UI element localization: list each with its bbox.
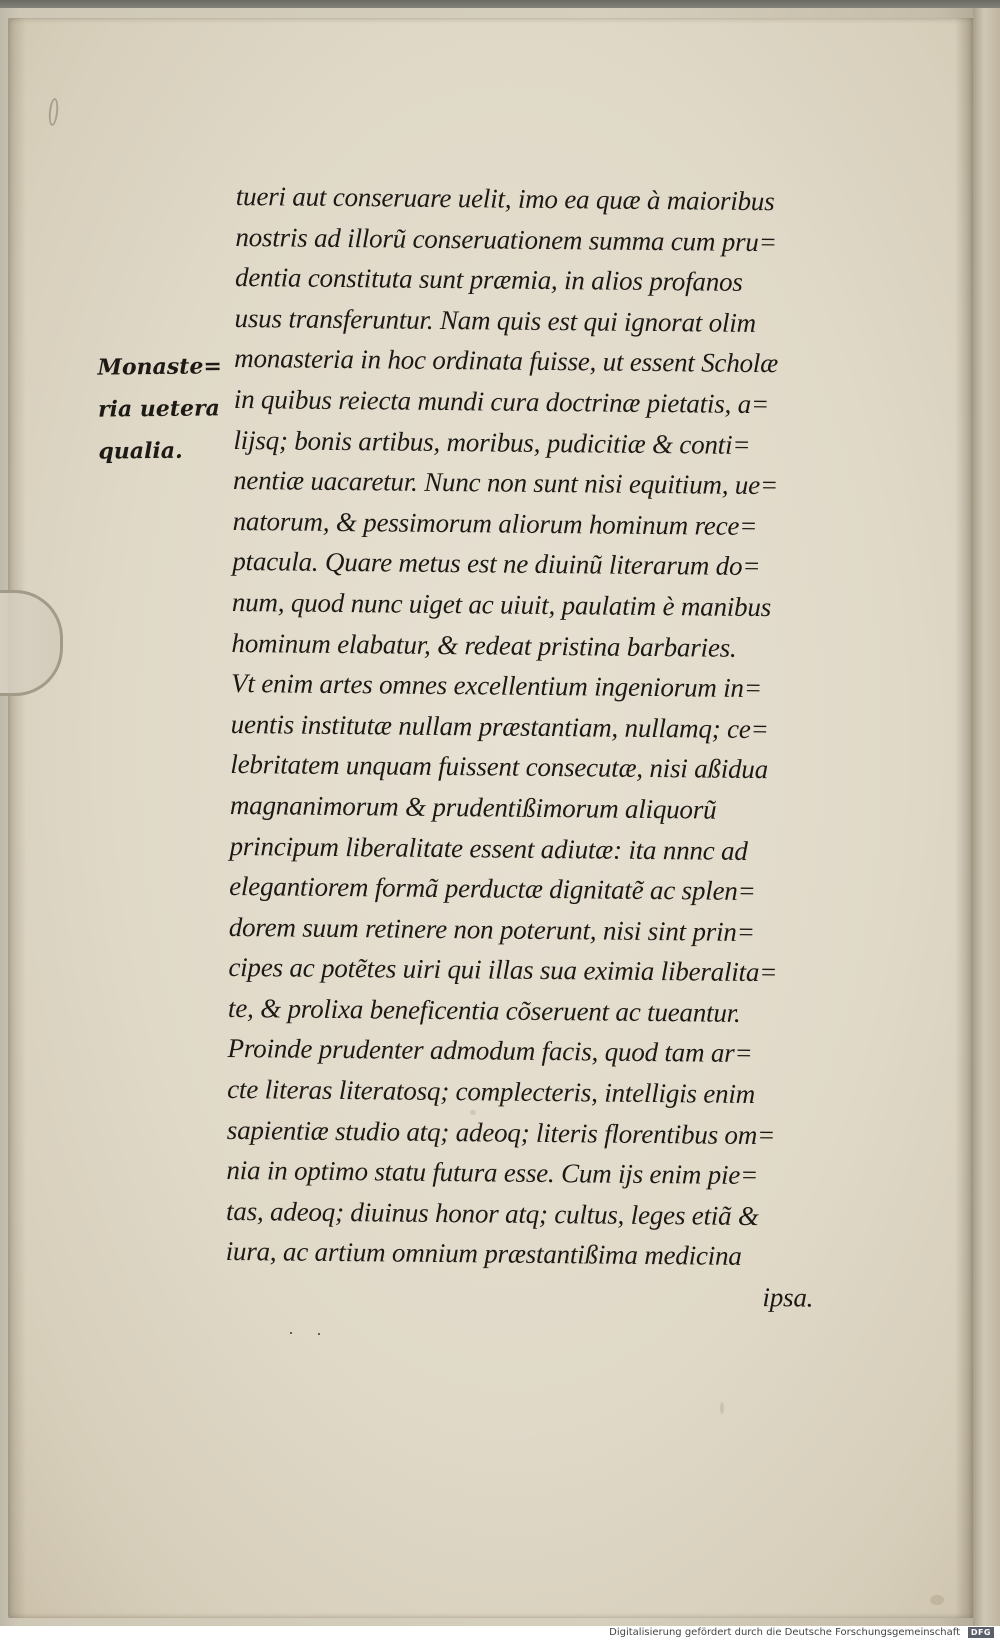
text-line: monasteria in hoc ordinata fuisse, ut essent Scholæ	[234, 343, 779, 379]
text-line: usus transferuntur. Nam quis est qui ignorat olim	[234, 302, 757, 338]
text-line: cte literas literatosq; complecteris, intelligis enim	[227, 1074, 756, 1110]
dfg-logo: DFG	[968, 1627, 994, 1638]
ink-dot	[318, 1333, 320, 1335]
text-line: natorum, & pessimorum aliorum hominum rece=	[232, 505, 758, 541]
text-line: lebritatem unquam fuissent consecutæ, nisi aßidua	[230, 749, 769, 785]
catchword: ipsa.	[762, 1282, 814, 1313]
text-line: Vt enim artes omnes excellentium ingeniorum in=	[230, 668, 762, 704]
digitization-credit: Digitalisierung gefördert durch die Deutsche Forschungsgemeinschaft	[609, 1627, 960, 1638]
paper-stain	[930, 1595, 944, 1605]
text-line: tueri aut conseruare uelit, imo ea quæ à maioribus	[235, 180, 775, 217]
ink-dot	[290, 1332, 292, 1334]
text-line: cipes ac potẽtes uiri qui illas sua eximia liberalita=	[228, 952, 778, 988]
text-line: nia in optimo statu futura esse. Cum ijs enim pie=	[226, 1155, 759, 1191]
marginal-note-line: ria uetera	[97, 395, 220, 423]
text-line: principum liberalitate essent adiutæ: ita nnnc ad	[229, 830, 748, 866]
text-line: iura, ac artium omnium præstantißima medicina	[225, 1236, 742, 1272]
text-line: nentiæ uacaretur. Nunc non sunt nisi equitium, ue=	[232, 465, 779, 501]
page-shadow-right	[955, 18, 973, 1618]
text-line: sapientiæ studio atq; adeoq; literis florentibus om=	[226, 1114, 776, 1150]
text-line: in quibus reiecta mundi cura doctrinæ pietatis, a=	[233, 383, 770, 420]
text-line: uentis institutæ nullam præstantiam, nullamq; ce=	[230, 708, 769, 744]
marginal-note-line: Monaste=	[97, 353, 222, 381]
page-shadow-left	[8, 18, 26, 1618]
text-line: Proinde prudenter admodum facis, quod tam ar=	[227, 1033, 753, 1069]
fore-edge	[973, 8, 1000, 1626]
marginal-note-line: qualia.	[98, 437, 183, 465]
text-line: magnanimorum & prudentißimorum aliquorũ	[229, 789, 717, 825]
text-line: tas, adeoq; diuinus honor atq; cultus, leges etiã &	[225, 1195, 759, 1231]
text-line: ptacula. Quare metus est ne diuinũ literarum do=	[232, 546, 761, 582]
text-line: elegantiorem formã perductæ dignitatẽ ac splen=	[229, 871, 756, 907]
text-line: dentia constituta sunt præmia, in alios profanos	[234, 262, 743, 298]
text-line: dorem suum retinere non poterunt, nisi sint prin=	[228, 911, 755, 947]
text-line: num, quod nunc uiget ac uiuit, paulatim è manibus	[231, 586, 772, 623]
text-line: te, & prolixa beneficentia cõseruent ac tueantur.	[227, 992, 741, 1028]
text-line: lijsq; bonis artibus, moribus, pudicitiæ & conti=	[233, 424, 751, 460]
text-line: nostris ad illorũ conseruationem summa cum pru=	[235, 221, 777, 257]
paper-stain	[720, 1402, 724, 1414]
body-text	[225, 176, 836, 1318]
text-line: hominum elabatur, & redeat pristina barbaries.	[231, 627, 737, 663]
marginal-note	[97, 345, 222, 472]
